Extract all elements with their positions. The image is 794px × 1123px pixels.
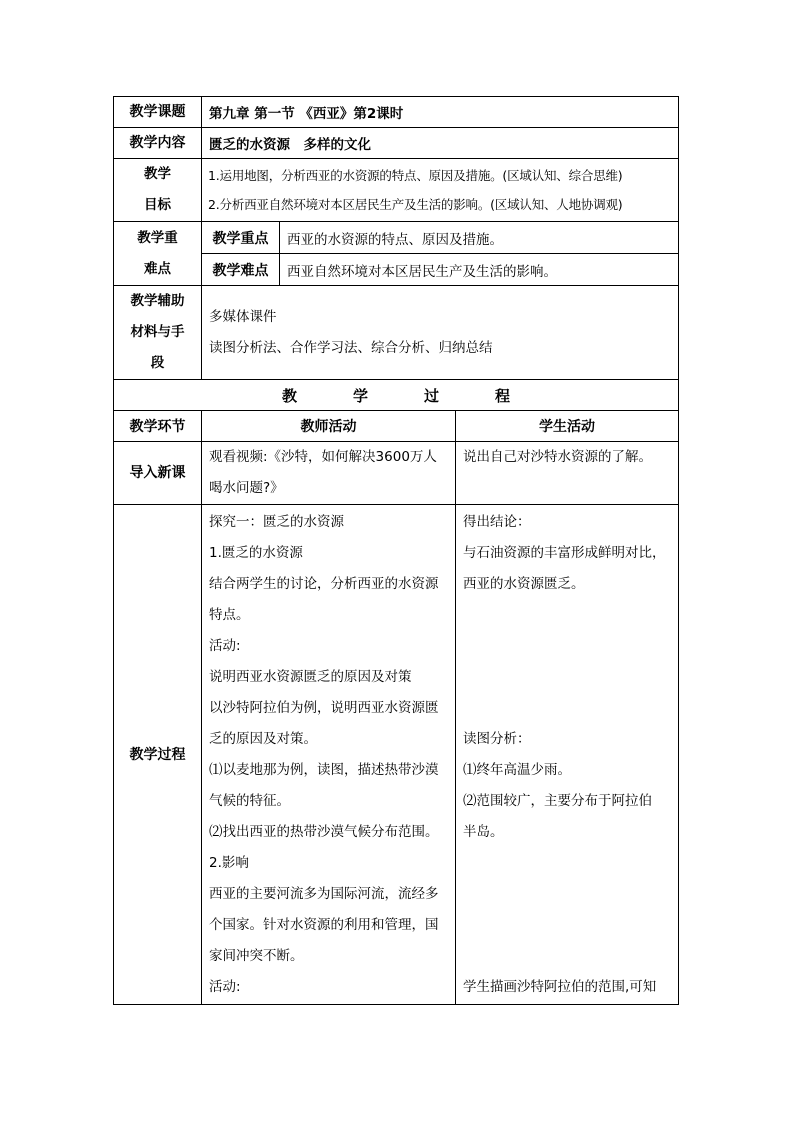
student-line: ⑴终年高温少雨。 <box>463 762 571 778</box>
teacher-line: 探究一：匮乏的水资源 <box>209 514 344 530</box>
lesson-plan-table <box>113 96 679 1005</box>
main-teacher <box>202 505 456 1005</box>
topic-label: 教学课题 <box>114 97 202 128</box>
teacher-line: 2.影响 <box>209 855 249 871</box>
teacher-line: 活动: <box>209 979 241 995</box>
focus-value: 西亚的水资源的特点、原因及措施。 <box>280 222 679 254</box>
intro-row <box>114 442 679 505</box>
stage-column-header: 教学环节 <box>114 411 202 442</box>
student-line: 读图分析： <box>463 731 531 747</box>
difficulty-label: 教学难点 <box>202 254 280 286</box>
material-item: 多媒体课件 <box>209 308 277 325</box>
material-item: 读图分析法、合作学习法、综合分析、归纳总结 <box>209 339 493 356</box>
goals-label: 教学 目标 <box>114 159 202 222</box>
materials-value <box>202 286 679 380</box>
teacher-line: 1.匮乏的水资源 <box>209 545 303 561</box>
student-line: ⑵范围较广，主要分布于阿拉伯 <box>463 793 652 809</box>
teacher-line: 活动: <box>209 638 241 654</box>
teacher-line: 家间冲突不断。 <box>209 948 304 964</box>
topic-value: 第九章 第一节 《西亚》第2课时 <box>202 97 679 128</box>
teacher-line: 气候的特征。 <box>209 793 290 809</box>
teacher-line: 结合两学生的讨论，分析西亚的水资源 <box>209 576 439 592</box>
content-label: 教学内容 <box>114 128 202 159</box>
goal-item: 2.分析西亚自然环境对本区居民生产及生活的影响。(区域认知、人地协调观) <box>208 197 623 212</box>
teacher-column-header: 教师活动 <box>202 411 456 442</box>
student-line: 与石油资源的丰富形成鲜明对比， <box>463 545 666 561</box>
teacher-line: ⑵找出西亚的热带沙漠气候分布范围。 <box>209 824 439 840</box>
student-line: 学生描画沙特阿拉伯的范围,可知 <box>463 979 657 995</box>
student-column-header: 学生活动 <box>456 411 679 442</box>
process-header-row <box>114 380 679 411</box>
content-row <box>114 128 679 159</box>
goals-row <box>114 159 679 222</box>
intro-teacher: 观看视频:《沙特，如何解决3600万人 喝水问题?》 <box>202 442 456 505</box>
teacher-line: 特点。 <box>209 607 250 623</box>
main-stage: 教学过程 <box>114 505 202 1005</box>
column-header-row <box>114 411 679 442</box>
materials-row <box>114 286 679 380</box>
content-value: 匮乏的水资源 多样的文化 <box>202 128 679 159</box>
teacher-line: 以沙特阿拉伯为例，说明西亚水资源匮 <box>209 700 439 716</box>
focus-label: 教学重点 <box>202 222 280 254</box>
teacher-line: 乏的原因及对策。 <box>209 731 317 747</box>
process-header: 教 学 过 程 <box>114 380 679 411</box>
keypoints-label: 教学重 难点 <box>114 222 202 286</box>
teacher-line: 个国家。针对水资源的利用和管理，国 <box>209 917 439 933</box>
main-process-row <box>114 505 679 1005</box>
student-line: 半岛。 <box>463 824 504 840</box>
student-line: 得出结论： <box>463 514 531 530</box>
focus-row <box>114 222 679 254</box>
teacher-line: ⑴以麦地那为例，读图，描述热带沙漠 <box>209 762 439 778</box>
goal-item: 1.运用地图，分析西亚的水资源的特点、原因及措施。(区域认知、综合思维) <box>208 168 623 183</box>
intro-stage: 导入新课 <box>114 442 202 505</box>
difficulty-value: 西亚自然环境对本区居民生产及生活的影响。 <box>280 254 679 286</box>
materials-label: 教学辅助 材料与手 段 <box>114 286 202 380</box>
intro-student: 说出自己对沙特水资源的了解。 <box>456 442 679 505</box>
teacher-line: 西亚的主要河流多为国际河流，流经多 <box>209 886 439 902</box>
teacher-line: 说明西亚水资源匮乏的原因及对策 <box>209 669 412 685</box>
topic-row <box>114 97 679 128</box>
student-line: 西亚的水资源匮乏。 <box>463 576 585 592</box>
goals-value <box>202 159 679 222</box>
main-student <box>456 505 679 1005</box>
